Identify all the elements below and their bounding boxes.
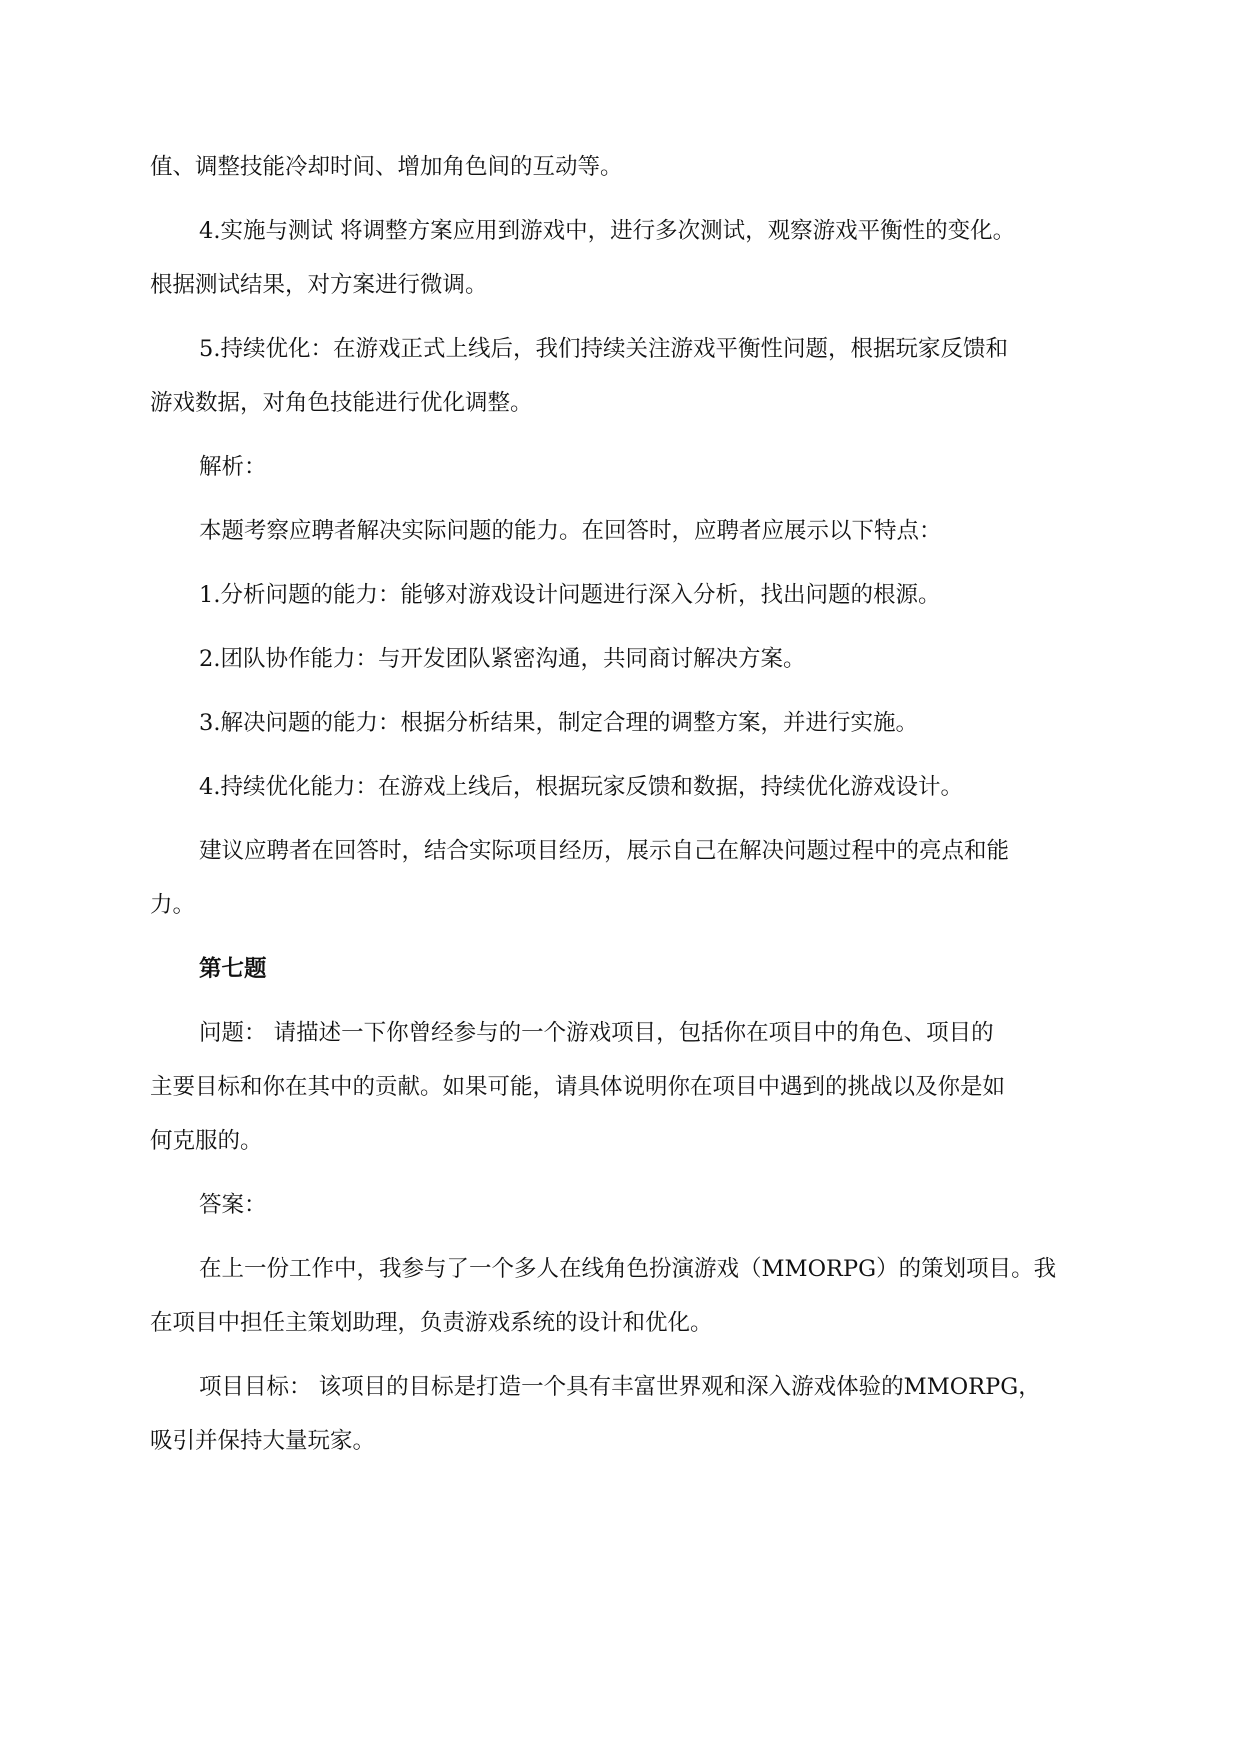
text-line: 项目目标： 该项目的目标是打造一个具有丰富世界观和深入游戏体验的MMORPG， — [199, 1374, 1041, 1400]
text-line: 主要目标和你在其中的贡献。如果可能，请具体说明你在项目中遇到的挑战以及你是如 — [150, 1074, 1006, 1100]
text-line: 何克服的。 — [150, 1128, 263, 1154]
text-line: 在上一份工作中，我参与了一个多人在线角色扮演游戏（MMORPG）的策划项目。我 — [199, 1256, 1057, 1282]
text-line: 4.实施与测试 将调整方案应用到游戏中，进行多次测试，观察游戏平衡性的变化。 — [199, 218, 1016, 244]
text-line: 1.分析问题的能力：能够对游戏设计问题进行深入分析，找出问题的根源。 — [199, 582, 941, 608]
text-line: 2.团队协作能力：与开发团队紧密沟通，共同商讨解决方案。 — [199, 646, 806, 672]
text-line: 力。 — [150, 892, 196, 918]
text-line: 值、调整技能冷却时间、增加角色间的互动等。 — [150, 154, 623, 180]
text-line: 在项目中担任主策划助理，负责游戏系统的设计和优化。 — [150, 1310, 713, 1336]
text-line: 答案： — [199, 1192, 267, 1218]
text-line: 根据测试结果，对方案进行微调。 — [150, 272, 488, 298]
text-line: 吸引并保持大量玩家。 — [150, 1428, 376, 1454]
text-line: 问题： 请描述一下你曾经参与的一个游戏项目，包括你在项目中的角色、项目的 — [199, 1020, 994, 1046]
document-body — [150, 140, 1090, 1468]
text-line: 本题考察应聘者解决实际问题的能力。在回答时，应聘者应展示以下特点： — [199, 518, 942, 544]
section-heading: 第七题 — [199, 956, 267, 982]
text-line: 3.解决问题的能力：根据分析结果，制定合理的调整方案，并进行实施。 — [199, 710, 918, 736]
text-line: 4.持续优化能力：在游戏上线后，根据玩家反馈和数据，持续优化游戏设计。 — [199, 774, 963, 800]
text-line: 解析： — [199, 454, 267, 480]
text-line: 游戏数据，对角色技能进行优化调整。 — [150, 390, 533, 416]
text-line: 5.持续优化：在游戏正式上线后，我们持续关注游戏平衡性问题，根据玩家反馈和 — [199, 336, 1008, 362]
text-line: 建议应聘者在回答时，结合实际项目经历，展示自己在解决问题过程中的亮点和能 — [199, 838, 1010, 864]
